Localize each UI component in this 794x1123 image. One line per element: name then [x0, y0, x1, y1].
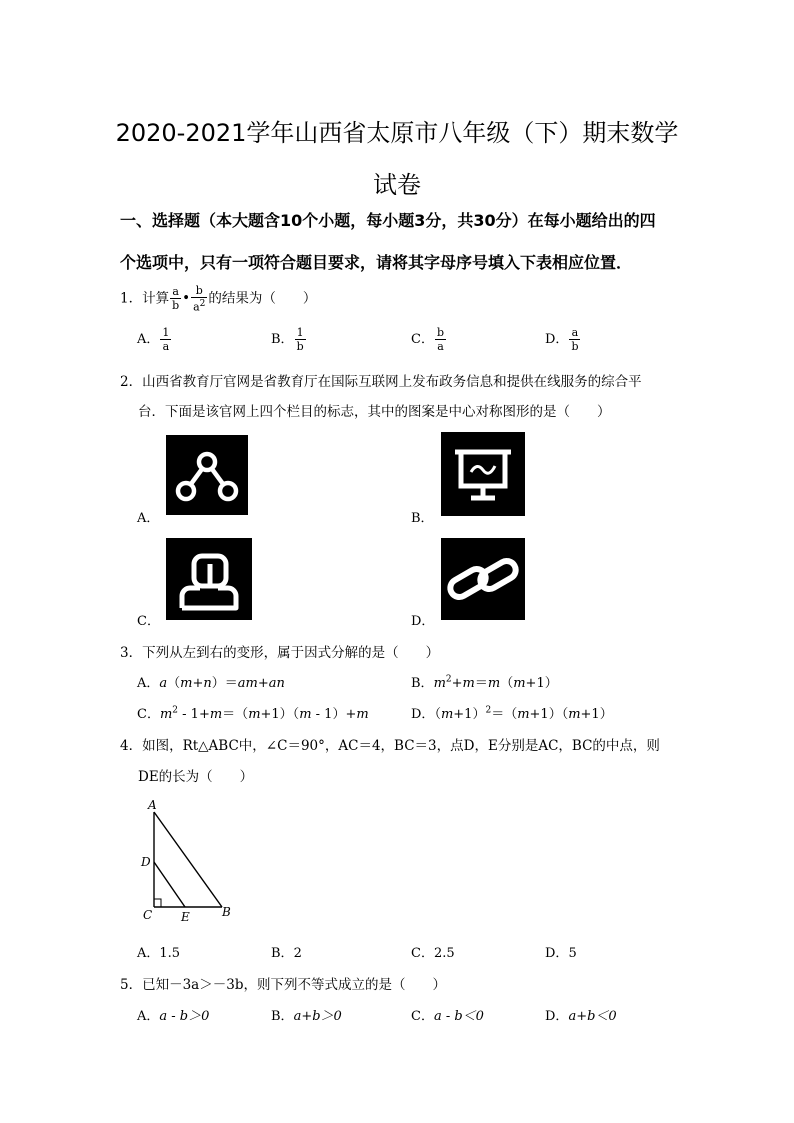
q3-c-exp: 2	[172, 705, 179, 716]
q1-option-a	[137, 326, 172, 353]
q5-option-c	[411, 1005, 484, 1024]
q5-option-d	[545, 1005, 617, 1024]
q5-c-label: C．	[411, 1009, 434, 1024]
q4-option-b	[271, 942, 302, 961]
q1-opt-b-frac	[295, 326, 306, 353]
q4-option-a	[137, 942, 180, 961]
q3-d-label: D．	[411, 707, 435, 722]
q3-option-a	[137, 672, 285, 691]
q3-d-paren: （	[434, 707, 441, 722]
q2-label-d: D．	[411, 614, 435, 629]
q3-d-m3: m	[568, 707, 581, 722]
q5-c-value: a - b＜0	[433, 1009, 484, 1024]
q3-d-r2: +1）（	[529, 707, 569, 722]
section-heading-line1: 一、选择题（本大题含10个小题，每小题3分，共30分）在每小题给出的四	[120, 211, 656, 230]
q3-option-b	[411, 672, 558, 691]
chain-link-icon	[441, 538, 525, 620]
q4-b-label: B．	[271, 946, 294, 961]
q1-opt-d-den: b	[571, 340, 579, 353]
q3-option-d	[411, 703, 613, 722]
q4-d-value: 5	[568, 946, 577, 961]
q3-a-label: A．	[137, 676, 160, 691]
point-d-label: D	[141, 855, 151, 869]
q3-b-rest2: +1）	[525, 676, 558, 691]
q1-opt-d-num: a	[569, 326, 580, 340]
q1-frac2-num: b	[191, 284, 207, 298]
point-b-label: B	[222, 905, 231, 919]
q3-b-exp: 2	[445, 674, 452, 685]
q1-opt-a-frac	[160, 326, 171, 353]
q1-opt-b-den: b	[296, 340, 304, 353]
q1-frac2-den	[191, 298, 207, 314]
q1-opt-c-num: b	[436, 326, 444, 339]
q3-c-m2: m	[209, 707, 223, 722]
q5-a-value: a - b＞0	[159, 1009, 210, 1024]
q1-opt-a-num: 1	[162, 326, 170, 339]
q5-a-label: A．	[137, 1009, 160, 1024]
q1-opt-c-den: a	[437, 340, 444, 353]
q3-d-m2: m	[517, 707, 530, 722]
q1-prefix: 1．计算	[120, 290, 170, 307]
q4-c-label: C．	[411, 946, 434, 961]
q3-d-eq: ＝（	[491, 707, 518, 722]
q3-a-m: m	[180, 676, 193, 691]
q3-d-m1: m	[440, 707, 454, 722]
question-3-stem: 3．下列从左到右的变形，属于因式分解的是（ ）	[120, 645, 440, 661]
q1-option-c	[411, 326, 447, 353]
q4-option-c	[411, 942, 455, 961]
q3-c-eq: ＝（	[222, 707, 249, 722]
presentation-board-icon	[441, 432, 525, 516]
question-1-stem	[120, 284, 316, 314]
segment-de	[154, 862, 185, 907]
q1-opt-c-label: C．	[411, 332, 434, 347]
q3-b-m3: m	[487, 676, 501, 691]
q2-label-c: C．	[137, 614, 160, 629]
q3-a-n: n	[203, 676, 212, 691]
q3-c-mid: - 1+	[178, 707, 210, 722]
question-5-stem: 5．已知－3a＞－3b，则下列不等式成立的是（ ）	[120, 977, 446, 993]
page-title-line2: 试卷	[373, 171, 421, 199]
q1-option-b	[271, 326, 307, 353]
question-2-line2: 台．下面是该官网上四个栏目的标志，其中的图案是中心对称图形的是（ ）	[138, 404, 611, 420]
q4-option-d	[545, 942, 577, 961]
right-angle-mark	[154, 899, 161, 907]
page-title: 2020-2021学年山西省太原市八年级（下）期末数学	[115, 119, 679, 147]
q1-opt-b-label: B．	[271, 332, 294, 347]
q3-b-plus: +	[451, 676, 463, 691]
q5-option-a	[137, 1005, 209, 1024]
q5-d-value: a+b＜0	[568, 1009, 617, 1024]
q1-opt-d-frac	[569, 326, 580, 353]
q1-opt-a-label: A．	[137, 332, 160, 347]
q2-label-a: A．	[137, 511, 160, 526]
q3-c-m4: m	[299, 707, 312, 722]
q3-d-exp: 2	[485, 705, 492, 716]
q3-b-m4: m	[513, 676, 526, 691]
q2-label-b: B．	[411, 511, 434, 526]
q1-opt-b-num: 1	[295, 326, 306, 340]
q3-a-am: am	[237, 676, 258, 691]
user-profile-icon	[166, 538, 252, 620]
q4-d-label: D．	[545, 946, 569, 961]
q4-c-value: 2.5	[433, 946, 455, 961]
question-4-line1: 4．如图，Rt△ABC中，∠C＝90°，AC＝4，BC＝3，点D，E分别是AC，BC的中点，则	[120, 738, 660, 754]
question-2-line1: 2．山西省教育厅官网是省教育厅在国际互联网上发布政务信息和提供在线服务的综合平	[120, 374, 642, 390]
question-4-line2: DE的长为（ ）	[138, 769, 254, 785]
q1-frac1-den: b	[172, 299, 180, 313]
q1-opt-d-label: D．	[545, 332, 569, 347]
q5-option-b	[271, 1005, 342, 1024]
q1-option-d	[545, 326, 581, 353]
q3-a-var: a	[159, 676, 168, 691]
q1-opt-a-den: a	[162, 340, 170, 353]
q3-c-m5: m	[356, 707, 369, 722]
q3-a-paren: （	[167, 676, 181, 691]
q4-b-value: 2	[293, 946, 302, 961]
q4-a-label: A．	[137, 946, 160, 961]
q3-c-label: C．	[137, 707, 160, 722]
q3-a-plus2: +	[257, 676, 269, 691]
q1-frac1-num: a	[170, 285, 181, 299]
q3-b-label: B．	[411, 676, 434, 691]
q5-b-value: a+b＞0	[293, 1009, 342, 1024]
q1-fraction-2	[191, 284, 207, 314]
point-a-label: A	[148, 798, 157, 812]
q3-d-r3: +1）	[580, 707, 613, 722]
q3-c-m3: m	[248, 707, 261, 722]
q5-d-label: D．	[545, 1009, 569, 1024]
q3-a-plus: +	[192, 676, 204, 691]
q1-frac2-den-exp: 2	[199, 299, 206, 309]
point-e-label: E	[181, 910, 190, 924]
q3-c-r1: +1）（	[260, 707, 300, 722]
triangle-figure	[130, 795, 250, 930]
share-network-icon	[166, 435, 248, 515]
q3-b-m1: m	[433, 676, 446, 691]
q3-b-eq: ＝	[474, 676, 488, 691]
q3-b-m2: m	[462, 676, 475, 691]
q3-c-r2: - 1）+	[311, 707, 357, 722]
segment-ab	[154, 812, 222, 907]
q3-c-m1: m	[159, 707, 173, 722]
q5-b-label: B．	[271, 1009, 294, 1024]
q3-d-r1: +1）	[453, 707, 486, 722]
q3-b-rest1: （	[500, 676, 514, 691]
q1-frac2-den-base: a	[193, 300, 200, 314]
section-heading-line2: 个选项中，只有一项符合题目要求，请将其字母序号填入下表相应位置．	[120, 253, 633, 272]
q1-dot: •	[182, 290, 191, 307]
q1-suffix: 的结果为（ ）	[208, 290, 317, 307]
point-c-label: C	[143, 908, 153, 922]
q1-opt-c-frac	[435, 326, 446, 353]
q3-a-an: an	[268, 676, 285, 691]
q3-a-paren2: ）＝	[211, 676, 238, 691]
q1-fraction-1	[170, 285, 181, 312]
q4-a-value: 1.5	[159, 946, 181, 961]
q3-option-c	[137, 703, 369, 722]
